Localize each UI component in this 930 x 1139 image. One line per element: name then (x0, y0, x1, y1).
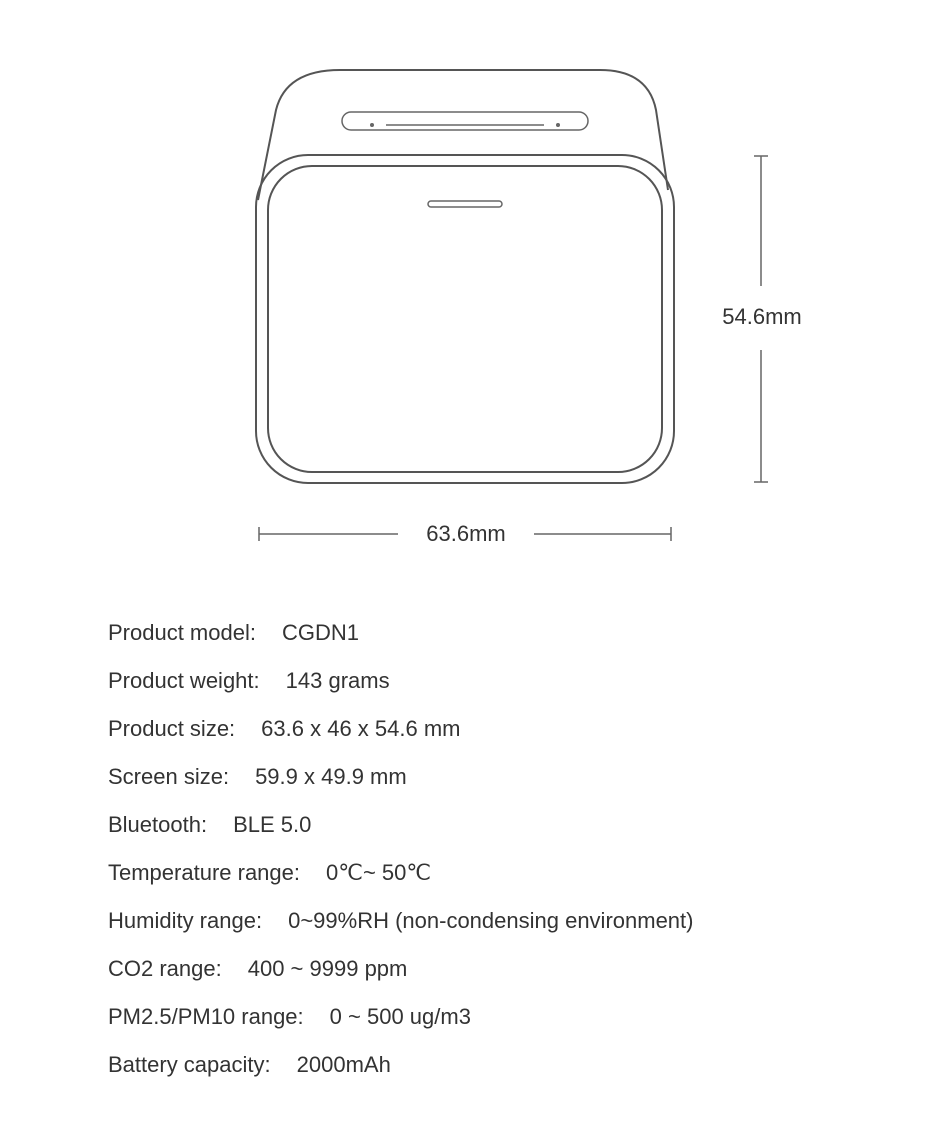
spec-value: 0 ~ 500 ug/m3 (329, 1004, 471, 1029)
front-sensor-slit (428, 201, 502, 207)
top-vent-dot-right (556, 123, 560, 127)
spec-list (108, 614, 693, 1094)
spec-label: Bluetooth: (108, 812, 208, 837)
spec-row-co2 (108, 950, 693, 998)
spec-value: 63.6 x 46 x 54.6 mm (261, 716, 461, 741)
spec-value: 2000mAh (296, 1052, 391, 1077)
spec-row-pm (108, 998, 693, 1046)
device-front-frame (256, 155, 674, 483)
height-dimension-label: 54.6mm (722, 304, 802, 329)
spec-row-bluetooth (108, 806, 693, 854)
spec-label: Temperature range: (108, 860, 300, 885)
spec-row-temperature (108, 854, 693, 902)
spec-label: Product weight: (108, 668, 260, 693)
spec-label: Product model: (108, 620, 256, 645)
top-vent (342, 112, 588, 130)
spec-row-battery (108, 1046, 693, 1094)
spec-row-model (108, 614, 693, 662)
spec-label: Product size: (108, 716, 236, 741)
spec-row-screen-size (108, 758, 693, 806)
spec-label: Battery capacity: (108, 1052, 271, 1077)
spec-label: Humidity range: (108, 908, 263, 933)
spec-value: 0~99%RH (non-condensing environment) (288, 908, 694, 933)
spec-value: 400 ~ 9999 ppm (247, 956, 408, 981)
spec-value: CGDN1 (281, 620, 359, 645)
width-dimension-label: 63.6mm (426, 521, 506, 546)
device-back-outline (258, 70, 668, 200)
spec-value: 0℃~ 50℃ (326, 860, 432, 885)
spec-label: Screen size: (108, 764, 230, 789)
spec-value: 59.9 x 49.9 mm (255, 764, 407, 789)
top-vent-dot-left (370, 123, 374, 127)
spec-label: PM2.5/PM10 range: (108, 1004, 304, 1029)
device-screen (268, 166, 662, 472)
spec-value: BLE 5.0 (233, 812, 312, 837)
spec-label: CO2 range: (108, 956, 222, 981)
spec-row-size (108, 710, 693, 758)
spec-row-weight (108, 662, 693, 710)
spec-row-humidity (108, 902, 693, 950)
spec-value: 143 grams (285, 668, 390, 693)
